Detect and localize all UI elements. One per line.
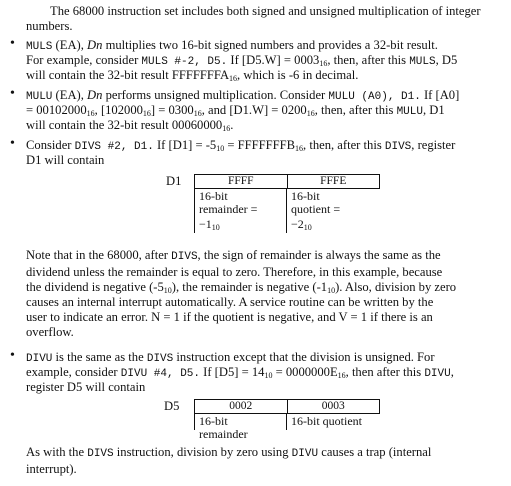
divs-line-2: D1 will contain	[26, 153, 105, 167]
register-d1-low-word: FFFE	[287, 175, 380, 188]
mulu-line-3: will contain the 32-bit result $00060000_{16}$.	[26, 118, 234, 133]
register-d1-quotient-caption: 16-bit quotient = $-2_{10}$	[291, 189, 341, 232]
muls-line-2: For example, consider MULS #-2, D5. If $[D5.W] = 0003_{16}$, then, after this MULS, D5	[26, 53, 458, 68]
register-d5-quotient-caption: 16-bit quotient	[291, 414, 362, 428]
divu-closing-paragraph: As with the DIVS instruction, division by zero using DIVU causes a trap (internal interrupt).	[26, 445, 432, 476]
divu-line-1: DIVU is the same as the DIVS instruction except that the division is unsigned. For	[26, 350, 435, 365]
divs-note-paragraph: Note that in the 68000, after DIVS, the sign of remainder is always the same as the dividend unless the remainder is equal to zero. Therefore, in this example, because the dividend is negative $(-5_{10})$, the remainder is negative $(-1_{10})$. Also, division by zero causes an internal interrupt automatically. A service routine can be written by the user to indicate an error. N = 1 if the quotient is negative, and V = 1 if there is an overflow.	[26, 248, 457, 339]
divu-line-3: register D5 will contain	[26, 380, 146, 394]
divs-line-1: Consider DIVS #2, D1. If $[D1] = -5_{10}$ = $FFFFFFFB_{16}$, then, after this DIVS, register	[26, 138, 456, 153]
mulu-line-2: = $00102000_{16}$, $[102000_{16}] = 0300_{16}$, and $[D1.W] = 0200_{16}$, then, after this MULU, D1	[26, 103, 445, 118]
register-d5-high-word: 0002	[229, 400, 253, 412]
register-d5-remainder-caption: 16-bit remainder	[199, 414, 248, 441]
bullet-icon: •	[10, 348, 15, 363]
register-d1-high-word: FFFF	[227, 175, 254, 187]
muls-line-3: will contain the 32-bit result $FFFFFFFA_{16}$, which is -6 in decimal.	[26, 68, 359, 83]
bullet-icon: •	[10, 36, 15, 51]
register-d1-box	[194, 174, 380, 189]
divu-line-2: example, consider DIVU #4, D5. If $[D5] = 14_{10} = 0000000E_{16}$, then after this DIVU,	[26, 365, 454, 380]
register-d1-remainder-caption: 16-bit remainder = $-1_{10}$	[199, 189, 258, 232]
register-d5-box	[194, 399, 380, 414]
document-page	[4, 2, 507, 482]
mulu-line-1: MULU (EA), Dn performs unsigned multiplication. Consider MULU (A0), D1. If [A0]	[26, 88, 460, 103]
register-d5-left-divider	[194, 414, 195, 430]
register-d5-low-word: 0003	[287, 400, 380, 413]
bullet-icon: •	[10, 86, 15, 101]
register-d5-label: D5	[164, 399, 180, 413]
register-d5-mid-divider	[286, 414, 287, 430]
muls-line-1: MULS (EA), Dn multiplies two 16-bit signed numbers and provides a 32-bit result.	[26, 38, 438, 53]
register-d1-mid-divider	[286, 189, 287, 233]
bullet-icon: •	[10, 136, 15, 151]
intro-paragraph: The 68000 instruction set includes both signed and unsigned multiplication of integer numbers.	[26, 4, 481, 33]
register-d1-left-divider	[194, 189, 195, 233]
register-d1-label: D1	[166, 174, 182, 188]
